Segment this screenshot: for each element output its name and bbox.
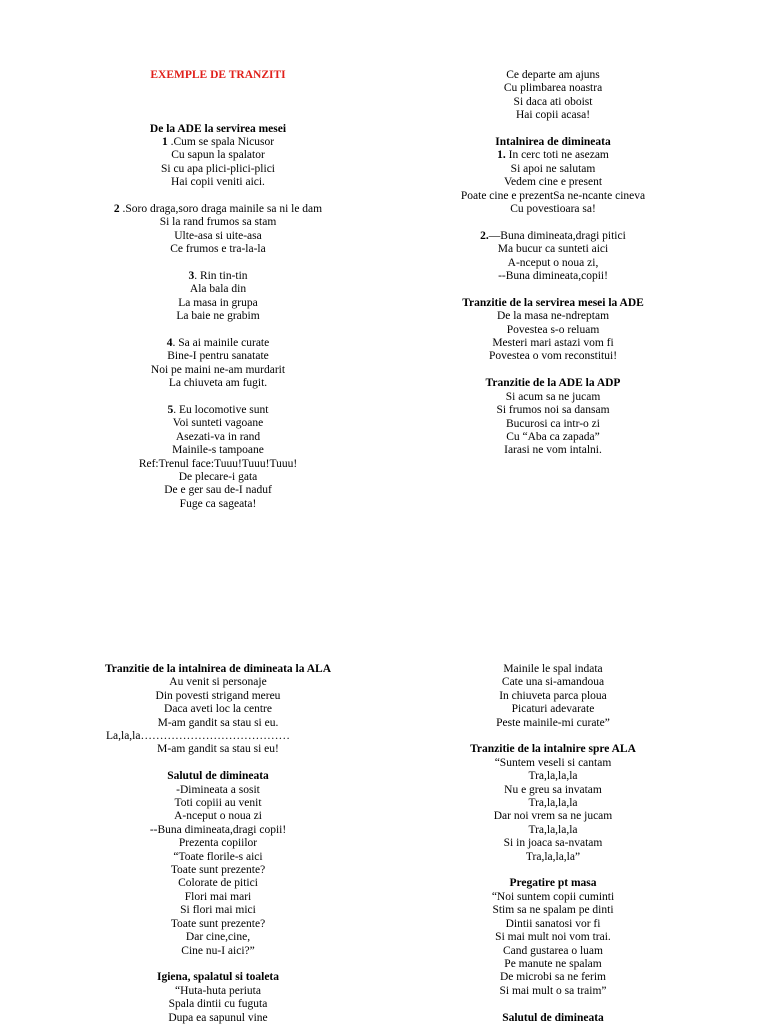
poem-line: De microbi sa ne ferim: [499, 971, 606, 984]
poem-line: Si acum sa ne jucam: [505, 390, 601, 403]
poem-line: Mesteri mari astazi vom fi: [492, 337, 614, 350]
poem-line: Dar noi vrem sa ne jucam: [493, 810, 613, 823]
poem-line: Ma bucur ca sunteti aici: [497, 243, 609, 256]
poem-line: Si cu apa plici-plici-plici: [160, 162, 275, 175]
poem-line: Tra,la,la,la: [528, 797, 578, 810]
poem-line: Si daca ati oboist: [513, 95, 593, 108]
poem-line: 1 .Cum se spala Nicusor: [161, 135, 275, 148]
poem-line: Daca aveti loc la centre: [164, 703, 272, 716]
poem-line: A-nceput o noua zi,: [507, 256, 599, 269]
poem-line: 5. Eu locomotive sunt: [167, 404, 269, 417]
section-title-igiena: Igiena, spalatul si toaleta: [156, 971, 280, 984]
poem-line: Ref:Trenul face:Tuuu!Tuuu!Tuuu!: [138, 457, 298, 470]
poem-line: Toti copiii au venit: [174, 797, 262, 810]
poem-line: Toate sunt prezente?: [170, 864, 266, 877]
poem-line: Mainile le spal indata: [503, 663, 603, 675]
poem-line: Au venit si personaje: [169, 676, 267, 689]
poem-line: Fuge ca sageata!: [179, 497, 257, 510]
poem-line: La baie ne grabim: [176, 310, 260, 323]
stanza-number: 2: [113, 203, 120, 215]
poem-line: De plecare-i gata: [178, 471, 258, 484]
poem-line: Dintii sanatosi vor fi: [505, 917, 601, 930]
poem-line: La chiuveta am fugit.: [168, 377, 268, 390]
section-title-salutul: Salutul de dimineata: [167, 770, 269, 783]
poem-line: --Buna dimineata,copii!: [498, 270, 608, 283]
stanza-number: 5: [167, 404, 174, 417]
stanza-number: 1: [161, 135, 168, 148]
poem-line: Si in joaca sa-nvatam: [503, 837, 603, 850]
poem-line: Cu povestioara sa!: [510, 203, 596, 216]
poem-line: In chiuveta parca ploua: [499, 689, 607, 702]
poem-line: Povestea o vom reconstitui!: [488, 350, 618, 363]
poem-line: De la masa ne-ndreptam: [496, 310, 610, 323]
poem-line: Vedem cine e present: [503, 176, 603, 189]
stanza-number: 1.: [497, 149, 506, 162]
poem-line: Cu “Aba ca zapada”: [506, 430, 600, 443]
poem-line: Si la rand frumos sa stam: [159, 216, 277, 229]
document-title: EXEMPLE DE TRANZITI: [150, 69, 286, 81]
poem-line: Cate una si-amandoua: [501, 676, 605, 689]
poem-line: 2.—Buna dimineata,dragi pitici: [480, 229, 626, 242]
poem-line: Dupa ea sapunul vine: [168, 1011, 268, 1024]
poem-line: M-am gandit sa stau si eu.: [157, 716, 279, 729]
poem-line: Mainile-s tampoane: [172, 444, 264, 457]
poem-line: Ce frumos e tra-la-la: [170, 243, 266, 256]
stanza-number: 4: [166, 337, 173, 350]
poem-line: De e ger sau de-I naduf: [164, 484, 272, 497]
poem-line: Cu plimbarea noastra: [503, 82, 603, 95]
poem-line: Prezenta copiilor: [178, 837, 258, 850]
poem-line: Stim sa ne spalam pe dinti: [492, 904, 614, 917]
poem-line: Cand gustarea o luam: [503, 944, 603, 957]
poem-line: Voi sunteti vagoane: [172, 417, 264, 430]
poem-line: 1. In cerc toti ne asezam: [497, 149, 609, 162]
poem-line: Peste mainile-mi curate”: [496, 716, 610, 729]
stanza-number: 2.: [480, 229, 489, 242]
poem-line: Ala bala din: [189, 283, 247, 296]
section-title-ade-servire: De la ADE la servirea mesei: [149, 122, 287, 135]
poem-line: Bucurosi ca intr-o zi: [506, 417, 600, 430]
poem-line: Hai copii veniti aici.: [171, 176, 265, 189]
bottom-left-column: [53, 663, 383, 1025]
poem-line: “Noi suntem copii cuminti: [491, 890, 615, 903]
poem-line: Noi pe maini ne-am murdarit: [150, 363, 286, 376]
poem-line: 2 .Soro draga,soro draga mainile sa ni le dam: [113, 203, 323, 215]
poem-line: “Suntem veseli si cantam: [494, 756, 612, 769]
poem-line: Si mai mult o sa traim”: [499, 984, 607, 997]
poem-line: Tra,la,la,la: [528, 770, 578, 783]
poem-line: La masa in grupa: [178, 296, 258, 309]
poem-line: Hai copii acasa!: [515, 109, 591, 122]
poem-line: Ulte-asa si uite-asa: [174, 229, 262, 242]
poem-line: Si mai mult noi vom trai.: [495, 931, 611, 944]
poem-line: -Dimineata a sosit: [176, 783, 260, 796]
poem-line: Picaturi adevarate: [511, 703, 595, 716]
top-right-column: [388, 69, 718, 458]
section-title-servire-ade: Tranzitie de la servirea mesei la ADE: [462, 296, 644, 309]
section-title-ade-adp: Tranzitie de la ADE la ADP: [485, 377, 621, 390]
poem-line: Tra,la,la,la: [528, 823, 578, 836]
poem-line: “Toate florile-s aici: [173, 850, 263, 863]
poem-line: Spala dintii cu fuguta: [168, 998, 268, 1011]
poem-line: Toate sunt prezente?: [170, 917, 266, 930]
poem-line: M-am gandit sa stau si eu!: [157, 743, 279, 756]
poem-line: Tra,la,la,la”: [525, 850, 581, 863]
poem-line: La,la,la…………………………………: [106, 730, 290, 743]
poem-line: A-nceput o noua zi: [174, 810, 262, 823]
poem-line: Dar cine,cine,: [185, 931, 251, 944]
poem-line: Poate cine e prezentSa ne-ncante cineva: [460, 189, 646, 202]
poem-line: Bine-I pentru sanatate: [167, 350, 269, 363]
section-title-intalnirea: Intalnirea de dimineata: [495, 136, 611, 149]
section-title-intalnire-ala: Tranzitie de la intalnirea de dimineata la ALA: [104, 663, 332, 675]
poem-line: --Buna dimineata,dragi copii!: [149, 823, 287, 836]
section-title-salutul-2: Salutul de dimineata: [502, 1011, 604, 1024]
poem-line: Pe manute ne spalam: [504, 957, 602, 970]
poem-line: Si apoi ne salutam: [510, 162, 596, 175]
stanza-number: 3: [188, 270, 195, 283]
poem-line: Si frumos noi sa dansam: [496, 404, 610, 417]
section-title-pregatire-masa: Pregatire pt masa: [509, 877, 597, 890]
poem-line: Colorate de pitici: [178, 877, 258, 890]
poem-line: 4. Sa ai mainile curate: [166, 337, 270, 350]
poem-line: Si flori mai mici: [180, 904, 256, 917]
bottom-right-column: [388, 663, 718, 1025]
poem-line: Din povesti strigand mereu: [155, 689, 281, 702]
poem-line: “Huta-huta periuta: [175, 984, 261, 997]
poem-line: Cu sapun la spalator: [171, 149, 265, 162]
poem-line: Iarasi ne vom intalni.: [504, 444, 602, 457]
top-left-column: [53, 69, 383, 511]
section-title-intalnire-spre-ala: Tranzitie de la intalnire spre ALA: [470, 743, 636, 756]
poem-line: Nu e greu sa invatam: [504, 783, 602, 796]
poem-line: 3. Rin tin-tin: [188, 270, 248, 283]
poem-line: Asezati-va in rand: [175, 430, 261, 443]
poem-line: Flori mai mari: [184, 890, 252, 903]
poem-line: Ce departe am ajuns: [506, 69, 600, 81]
poem-line: Cine nu-I aici?”: [181, 944, 255, 957]
poem-line: Povestea s-o reluam: [506, 323, 600, 336]
